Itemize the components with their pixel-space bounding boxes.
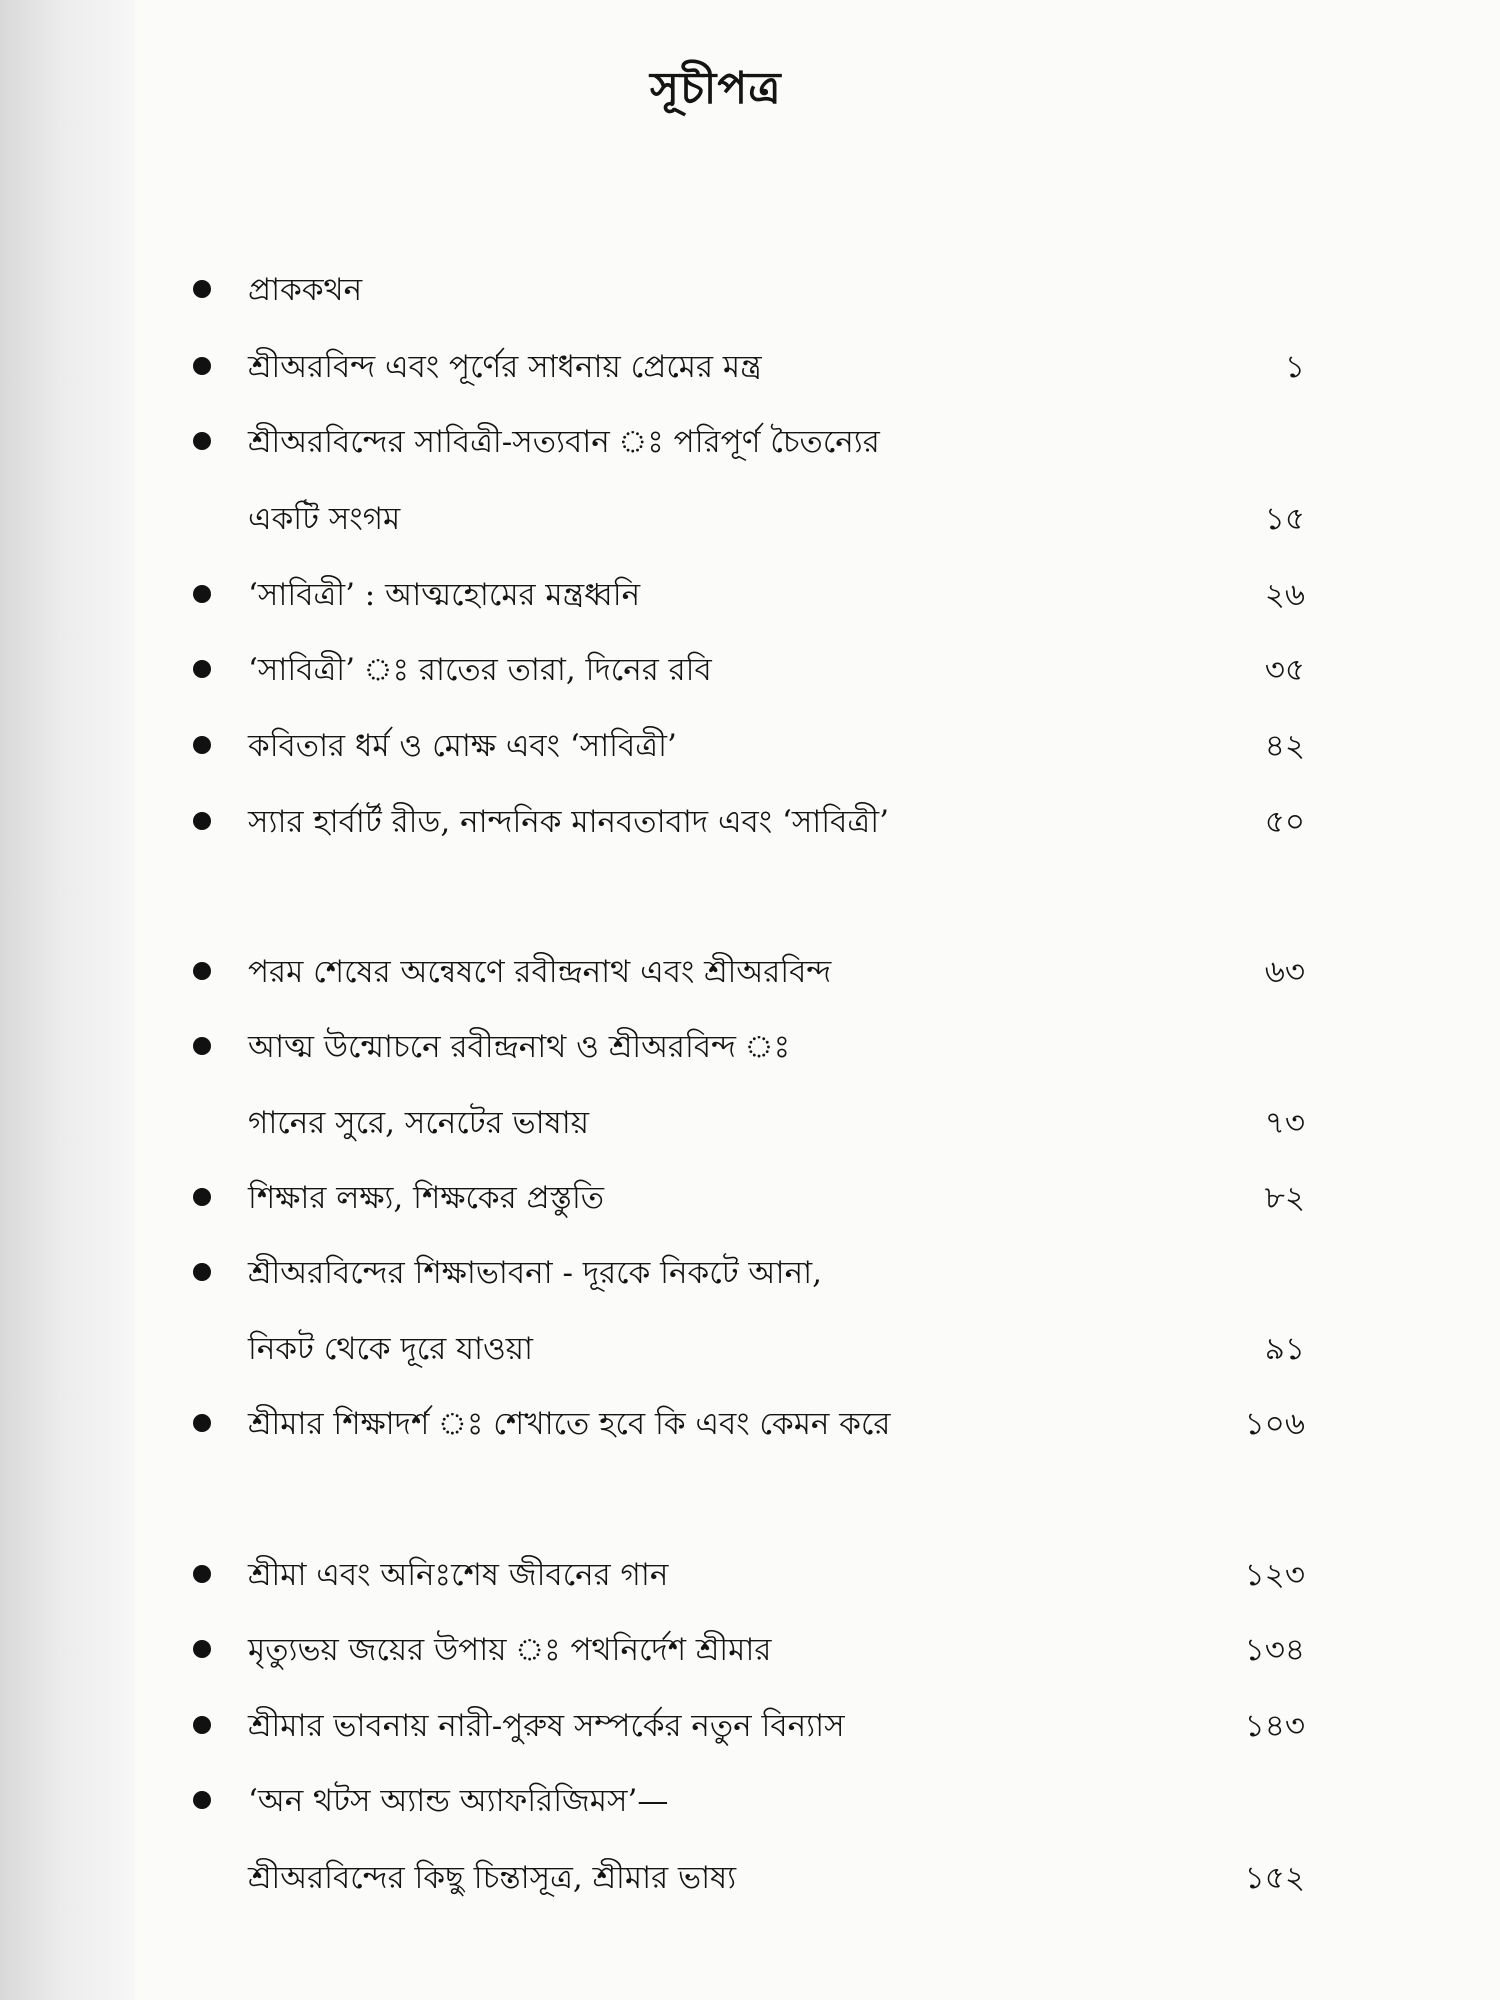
toc-entry-page: ৩৫: [1264, 652, 1305, 688]
bullet-icon: [193, 1640, 211, 1658]
toc-entry-title: শ্রীঅরবিন্দের সাবিত্রী-সত্যবান ঃ পরিপূর্ণ চৈতন্যের: [248, 424, 880, 460]
bullet-icon: [193, 660, 211, 678]
toc-entry-page: ১২৩: [1244, 1557, 1305, 1593]
toc-entry-continuation: [0, 1101, 1500, 1161]
bullet-icon: [193, 1263, 211, 1281]
toc-entry: [0, 1779, 1500, 1839]
toc-entry-page: ২৬: [1264, 577, 1305, 613]
toc-entry-title: ‘সাবিত্রী’ ঃ রাতের তারা, দিনের রবি: [248, 652, 712, 688]
bullet-icon: [193, 357, 211, 375]
toc-entry-page: ১৪৩: [1244, 1708, 1305, 1744]
toc-entry-title: আত্ম উন্মোচনে রবীন্দ্রনাথ ও শ্রীঅরবিন্দ ঃ: [248, 1029, 791, 1065]
toc-entry-title: শ্রীঅরবিন্দের শিক্ষাভাবনা - দূরকে নিকটে আনা,: [248, 1255, 822, 1291]
toc-entry-title: শ্রীমা এবং অনিঃশেষ জীবনের গান: [248, 1557, 669, 1593]
toc-entry-continuation: [0, 1856, 1500, 1916]
toc-entry: [0, 1553, 1500, 1613]
toc-entry-page: ১৩৪: [1244, 1632, 1305, 1668]
toc-entry-page: ১৫২: [1244, 1860, 1305, 1896]
toc-entry-title: নিকট থেকে দূরে যাওয়া: [248, 1331, 534, 1367]
toc-entry: [0, 1402, 1500, 1462]
bullet-icon: [193, 1791, 211, 1809]
toc-entry-title: শিক্ষার লক্ষ্য, শিক্ষকের প্রস্তুতি: [248, 1180, 605, 1216]
toc-entry-title: মৃত্যুভয় জয়ের উপায় ঃ পথনির্দেশ শ্রীমার: [248, 1632, 772, 1668]
toc-entry: [0, 420, 1500, 480]
toc-entry: [0, 1704, 1500, 1764]
toc-entry: [0, 950, 1500, 1010]
toc-entry-title: একটি সংগম: [248, 501, 401, 537]
toc-entry: [0, 268, 1500, 328]
toc-entry: [0, 1251, 1500, 1311]
toc-entry-title: শ্রীমার ভাবনায় নারী-পুরুষ সম্পর্কের নতুন বিন্যাস: [248, 1708, 845, 1744]
toc-entry-title: গানের সুরে, সনেটের ভাষায়: [248, 1105, 589, 1141]
toc-entry-title: কবিতার ধর্ম ও মোক্ষ এবং ‘সাবিত্রী’: [248, 728, 677, 764]
toc-entry-page: ৭৩: [1264, 1105, 1305, 1141]
toc-entry-title: ‘সাবিত্রী’ : আত্মহোমের মন্ত্রধ্বনি: [248, 577, 641, 613]
toc-entry-page: ৫০: [1264, 804, 1305, 840]
toc-entry-title: শ্রীমার শিক্ষাদর্শ ঃ শেখাতে হবে কি এবং কেমন করে: [248, 1406, 891, 1442]
bullet-icon: [193, 736, 211, 754]
toc-entry: [0, 1025, 1500, 1085]
toc-entry-title: ‘অন থটস অ্যান্ড অ্যাফরিজিমস’—: [248, 1783, 669, 1819]
bullet-icon: [193, 280, 211, 298]
bullet-icon: [193, 432, 211, 450]
bullet-icon: [193, 962, 211, 980]
toc-entry-page: ১: [1284, 349, 1305, 385]
toc-entry-page: ১৫: [1264, 501, 1305, 537]
toc-entry: [0, 345, 1500, 405]
toc-entry-title: স্যার হার্বার্ট রীড, নান্দনিক মানবতাবাদ এবং ‘সাবিত্রী’: [248, 804, 889, 840]
bullet-icon: [193, 1188, 211, 1206]
toc-entry-page: ১০৬: [1244, 1406, 1305, 1442]
toc-entry-continuation: [0, 497, 1500, 557]
toc-entry: [0, 1176, 1500, 1236]
bullet-icon: [193, 1037, 211, 1055]
toc-entry-title: প্রাককথন: [248, 272, 363, 308]
toc-entry: [0, 800, 1500, 860]
bullet-icon: [193, 1565, 211, 1583]
toc-entry-page: ৯১: [1264, 1331, 1305, 1367]
toc-entry-page: ৬৩: [1264, 954, 1305, 990]
bullet-icon: [193, 812, 211, 830]
bullet-icon: [193, 1716, 211, 1734]
toc-entry: [0, 724, 1500, 784]
toc-entry-page: ৮২: [1264, 1180, 1305, 1216]
toc-entry-title: পরম শেষের অন্বেষণে রবীন্দ্রনাথ এবং শ্রীঅরবিন্দ: [248, 954, 832, 990]
bullet-icon: [193, 585, 211, 603]
toc-entry: [0, 573, 1500, 633]
toc-entry-title: শ্রীঅরবিন্দের কিছু চিন্তাসূত্র, শ্রীমার ভাষ্য: [248, 1860, 737, 1896]
page-title: সূচীপত্র: [650, 63, 782, 114]
toc-entry-title: শ্রীঅরবিন্দ এবং পূর্ণের সাধনায় প্রেমের মন্ত্র: [248, 349, 762, 385]
bullet-icon: [193, 1414, 211, 1432]
toc-entry-page: ৪২: [1264, 728, 1305, 764]
toc-entry: [0, 648, 1500, 708]
toc-entry: [0, 1628, 1500, 1688]
toc-entry-continuation: [0, 1327, 1500, 1387]
